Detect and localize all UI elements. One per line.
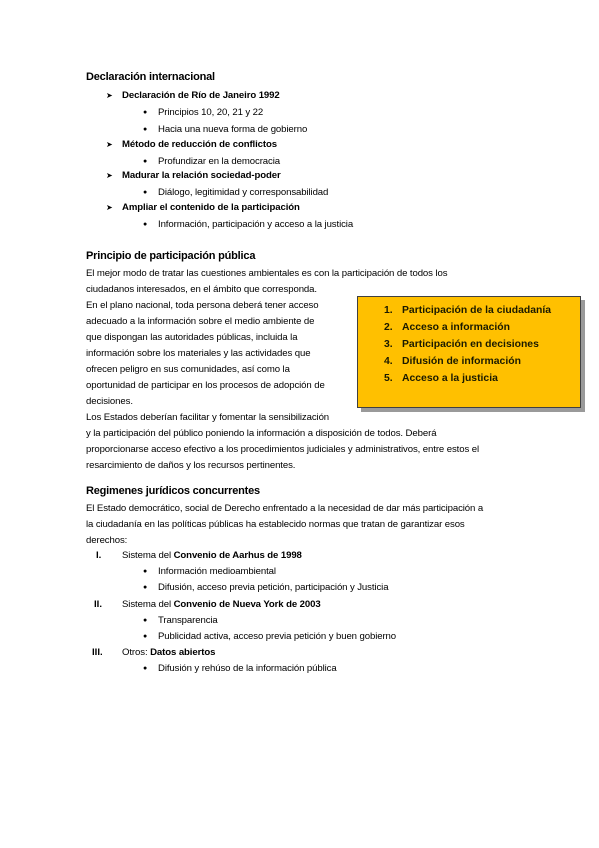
list-item-prefix: Otros: <box>122 647 151 658</box>
highlight-item-number: 4. <box>384 356 393 367</box>
highlight-item <box>384 353 551 370</box>
roman-numeral: III. <box>92 647 103 658</box>
list-item <box>122 599 321 610</box>
paragraph-line: proporcionarse acceso efectivo a los procedimientos judiciales y administrativos, entre estos el <box>86 444 480 455</box>
sub-list-item: Hacia una nueva forma de gobierno <box>158 124 308 135</box>
highlight-list <box>384 302 551 387</box>
highlight-item <box>384 336 551 353</box>
list-item-emphasis: Convenio de Aarhus de 1998 <box>173 550 302 561</box>
sub-list-item: Publicidad activa, acceso previa petición y buen gobierno <box>158 631 397 642</box>
paragraph-line: derechos: <box>86 535 128 546</box>
highlight-item-label: Participación de la ciudadanía <box>402 305 551 316</box>
heading-declaracion-internacional: Declaración internacional <box>86 71 215 83</box>
arrow-bullet-icon: ➤ <box>106 140 113 149</box>
sub-list-item: Diálogo, legitimidad y corresponsabilidad <box>158 187 329 198</box>
paragraph-line: El mejor modo de tratar las cuestiones ambientales es con la participación de todos los <box>86 268 448 279</box>
heading-principio-participacion: Principio de participación pública <box>86 250 256 262</box>
bullet-icon: ● <box>143 189 148 196</box>
paragraph-line: resarcimiento de daños y los recursos pertinentes. <box>86 460 296 471</box>
list-item: Método de reducción de conflictos <box>122 139 278 150</box>
highlight-item-label: Acceso a la justicia <box>402 373 498 384</box>
list-item-emphasis: Convenio de Nueva York de 2003 <box>173 599 321 610</box>
list-item <box>122 647 215 658</box>
sub-list-item: Difusión y rehúso de la información pública <box>158 663 337 674</box>
list-item-prefix: Sistema del <box>122 599 174 610</box>
list-item: Madurar la relación sociedad-poder <box>122 170 281 181</box>
list-item-prefix: Sistema del <box>122 550 174 561</box>
roman-numeral: II. <box>94 599 102 610</box>
arrow-bullet-icon: ➤ <box>106 91 113 100</box>
highlight-item <box>384 370 551 387</box>
highlight-item-label: Difusión de información <box>402 356 521 367</box>
list-item: Declaración de Río de Janeiro 1992 <box>122 90 280 101</box>
sub-list-item: Información, participación y acceso a la justicia <box>158 219 354 230</box>
paragraph-line: información sobre los materiales y las actividades que <box>86 348 311 359</box>
bullet-icon: ● <box>143 568 148 575</box>
bullet-icon: ● <box>143 126 148 133</box>
highlight-item-number: 1. <box>384 305 393 316</box>
paragraph-line: que dispongan las autoridades públicas, incluida la <box>86 332 298 343</box>
highlight-item-label: Acceso a información <box>402 322 510 333</box>
bullet-icon: ● <box>143 665 148 672</box>
highlight-item-number: 2. <box>384 322 393 333</box>
paragraph-line: oportunidad de participar en los procesos de adopción de <box>86 380 325 391</box>
bullet-icon: ● <box>143 109 148 116</box>
list-item <box>122 550 302 561</box>
highlight-item-number: 5. <box>384 373 393 384</box>
sub-list-item: Información medioambiental <box>158 566 276 577</box>
highlight-item <box>384 302 551 319</box>
paragraph-line: adecuado a la información sobre el medio ambiente de <box>86 316 315 327</box>
bullet-icon: ● <box>143 158 148 165</box>
paragraph-line: y la participación del público poniendo la información a disposición de todos. Deberá <box>86 428 437 439</box>
bullet-icon: ● <box>143 633 148 640</box>
paragraph-line: decisiones. <box>86 396 133 407</box>
paragraph-line: ofrecen peligro en sus comunidades, así como la <box>86 364 290 375</box>
paragraph-line: ciudadanos interesados, en el ámbito que corresponda. <box>86 284 317 295</box>
bullet-icon: ● <box>143 584 148 591</box>
bullet-icon: ● <box>143 221 148 228</box>
paragraph-line: la ciudadanía en las políticas públicas ha establecido normas que tratan de garantizar esos <box>86 519 465 530</box>
paragraph-line: El Estado democrático, social de Derecho enfrentado a la necesidad de dar más participación a <box>86 503 484 514</box>
sub-list-item: Difusión, acceso previa petición, participación y Justicia <box>158 582 389 593</box>
sub-list-item: Principios 10, 20, 21 y 22 <box>158 107 264 118</box>
roman-numeral: I. <box>96 550 102 561</box>
list-item-emphasis: Datos abiertos <box>150 647 216 658</box>
paragraph-line: En el plano nacional, toda persona deberá tener acceso <box>86 300 319 311</box>
highlight-item-number: 3. <box>384 339 393 350</box>
highlight-item-label: Participación en decisiones <box>402 339 539 350</box>
sub-list-item: Profundizar en la democracia <box>158 156 280 167</box>
bullet-icon: ● <box>143 617 148 624</box>
highlight-box <box>357 296 581 408</box>
sub-list-item: Transparencia <box>158 615 218 626</box>
heading-regimenes-juridicos: Regimenes jurídicos concurrentes <box>86 485 260 497</box>
arrow-bullet-icon: ➤ <box>106 203 113 212</box>
highlight-item <box>384 319 551 336</box>
arrow-bullet-icon: ➤ <box>106 171 113 180</box>
list-item: Ampliar el contenido de la participación <box>122 202 300 213</box>
paragraph-line: Los Estados deberían facilitar y fomentar la sensibilización <box>86 412 330 423</box>
